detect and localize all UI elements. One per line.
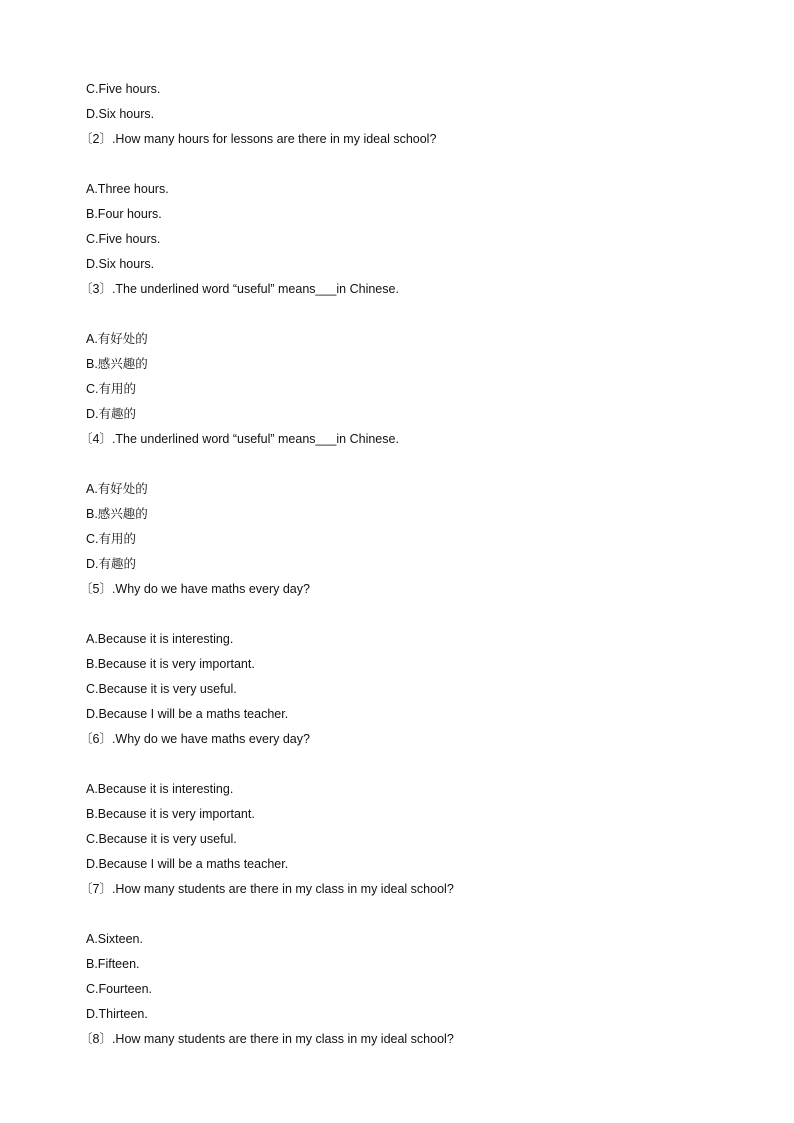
- option-line: A.有好处的: [86, 332, 148, 346]
- question-line: 〔5〕.Why do we have maths every day?: [80, 582, 310, 596]
- option-line: A.Three hours.: [86, 182, 169, 196]
- option-line: D.Because I will be a maths teacher.: [86, 857, 289, 871]
- option-line: D.Six hours.: [86, 257, 155, 271]
- option-line: C.有用的: [86, 532, 137, 546]
- option-line: A.Because it is interesting.: [86, 782, 234, 796]
- option-line: D.有趣的: [86, 557, 137, 571]
- option-line: C.Because it is very useful.: [86, 682, 237, 696]
- option-line: B.感兴趣的: [86, 357, 148, 371]
- question-line: 〔6〕.Why do we have maths every day?: [80, 732, 310, 746]
- option-line: B.Because it is very important.: [86, 657, 255, 671]
- option-line: A.Sixteen.: [86, 932, 143, 946]
- option-line: C.有用的: [86, 382, 137, 396]
- option-line: D.Because I will be a maths teacher.: [86, 707, 289, 721]
- option-line: C.Fourteen.: [86, 982, 153, 996]
- question-line: 〔4〕.The underlined word “useful” means___in Chinese.: [80, 432, 399, 446]
- option-line: C.Five hours.: [86, 82, 161, 96]
- option-line: C.Because it is very useful.: [86, 832, 237, 846]
- option-line: D.有趣的: [86, 407, 137, 421]
- option-line: B.Because it is very important.: [86, 807, 255, 821]
- option-line: A.Because it is interesting.: [86, 632, 234, 646]
- question-line: 〔2〕.How many hours for lessons are there in my ideal school?: [80, 132, 437, 146]
- option-line: C.Five hours.: [86, 232, 161, 246]
- option-line: B.感兴趣的: [86, 507, 148, 521]
- option-line: B.Four hours.: [86, 207, 162, 221]
- option-line: D.Six hours.: [86, 107, 155, 121]
- option-line: A.有好处的: [86, 482, 148, 496]
- question-line: 〔8〕.How many students are there in my class in my ideal school?: [80, 1032, 454, 1046]
- question-line: 〔7〕.How many students are there in my class in my ideal school?: [80, 882, 454, 896]
- question-line: 〔3〕.The underlined word “useful” means___in Chinese.: [80, 282, 399, 296]
- option-line: B.Fifteen.: [86, 957, 140, 971]
- option-line: D.Thirteen.: [86, 1007, 148, 1021]
